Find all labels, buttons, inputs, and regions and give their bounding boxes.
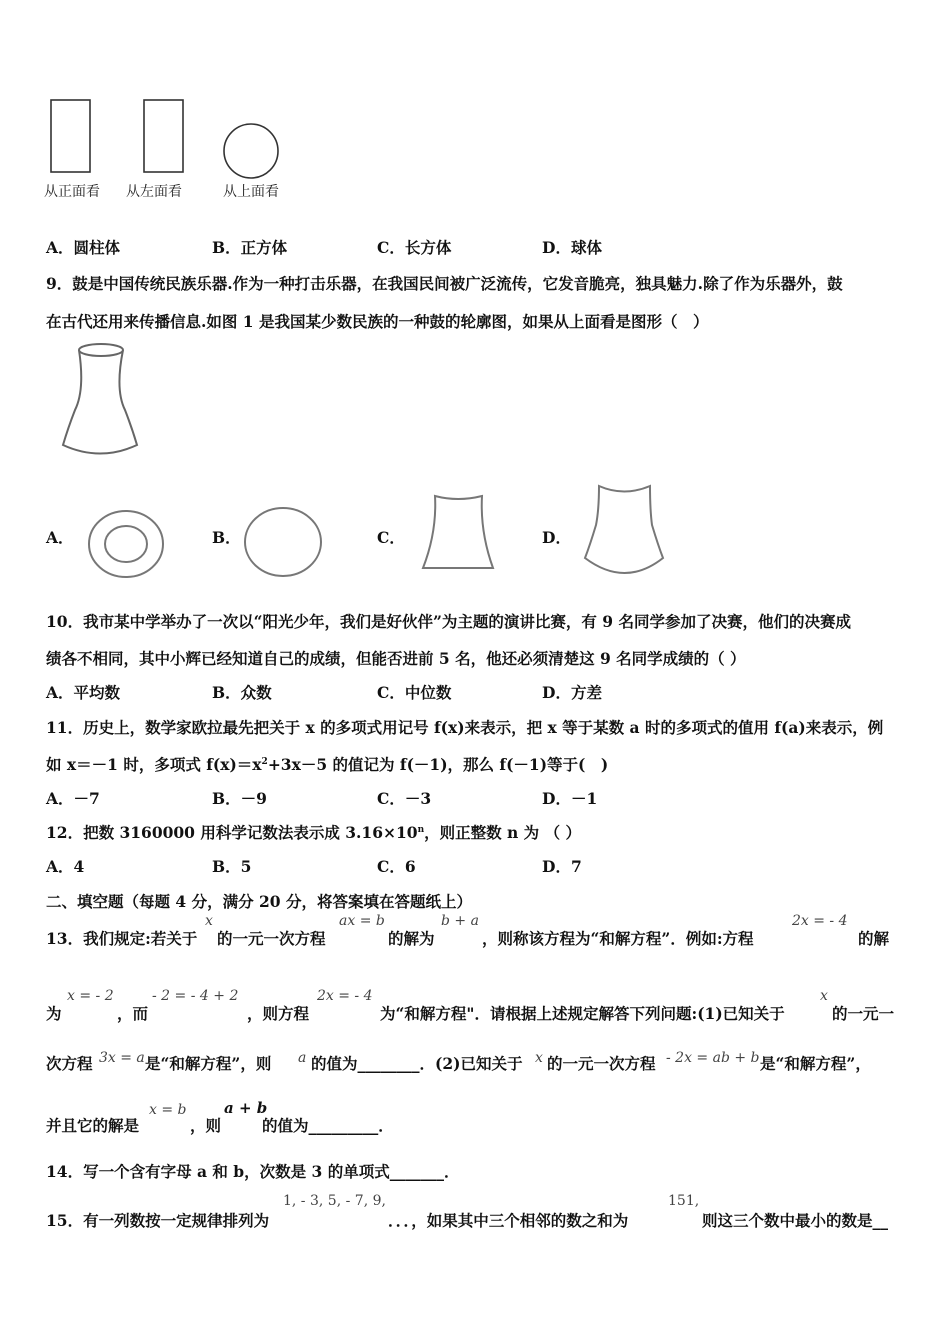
- q12-line-a: 12．把数 3160000 用科学记数法表示成 3.16×10: [46, 823, 418, 842]
- option-d-shape: [585, 486, 663, 573]
- q15-t1: 15．有一列数按一定规律排列为: [46, 1211, 270, 1230]
- q11-line2-sup: 2: [261, 756, 268, 767]
- q14-text: 14．写一个含有字母 a 和 b，次数是 3 的单项式_______．: [46, 1162, 460, 1181]
- q13-m-eq5: - 2x = ab + b: [666, 1050, 760, 1066]
- q13-m-sol2: x = - 2: [67, 988, 114, 1004]
- q13-t9: 为“和解方程"．请根据上述规定解答下列问题:(1)已知关于: [380, 1004, 785, 1023]
- q13-t15: 是“和解方程”，: [760, 1054, 871, 1073]
- q13-t1: 13．我们规定:若关于: [46, 929, 198, 948]
- q8-option-d: D．球体: [542, 238, 602, 257]
- option-a-inner-ring: [105, 526, 147, 562]
- q10-option-d: D．方差: [542, 683, 602, 702]
- q12-option-b: B．5: [212, 857, 252, 876]
- q13-m-eq2: 2x = - 4: [792, 913, 848, 929]
- q13-m-ab: a + b: [224, 1099, 268, 1117]
- q12-option-c: C．6: [377, 857, 416, 876]
- caption-top: 从上面看: [223, 184, 279, 200]
- q8-option-c: C．长方体: [377, 238, 452, 257]
- q13-m-x1: x: [205, 913, 213, 929]
- q13-t18: 的值为_________．: [262, 1116, 394, 1135]
- q11-option-d: D．－1: [542, 789, 598, 808]
- option-b-circle: [245, 508, 321, 576]
- q12-option-a: A．4: [46, 857, 85, 876]
- caption-front: 从正面看: [44, 184, 100, 200]
- q13-t17: ，则: [190, 1116, 222, 1135]
- q12-line-sup: n: [417, 824, 425, 835]
- q11-option-b: B．－9: [212, 789, 267, 808]
- q13-t8: ，则方程: [247, 1004, 310, 1023]
- q15-t2: ．．．，如果其中三个相邻的数之和为: [388, 1211, 629, 1230]
- q9-line1: 9．鼓是中国传统民族乐器.作为一种打击乐器，在我国民间被广泛流传，它发音脆亮，独具魅力.除了作为乐器外，鼓: [46, 274, 843, 293]
- q8-option-b: B．正方体: [212, 238, 288, 257]
- q11-line2-a: 如 x＝－1 时，多项式 f(x)＝x: [46, 755, 262, 774]
- q13-m-eq4: 3x = a: [99, 1050, 145, 1066]
- q13-t3: 的解为: [388, 929, 435, 948]
- q11-line2: [46, 753, 608, 775]
- q13-t10: 的一元一: [832, 1004, 895, 1023]
- option-c-shape: [423, 496, 493, 568]
- q10-line2: 绩各不相同，其中小辉已经知道自己的成绩，但能否进前 5 名，他还必须清楚这 9 名同学成绩的（ ）: [46, 649, 746, 668]
- q10-option-b: B．众数: [212, 683, 272, 702]
- option-a-outer-ring: [89, 511, 163, 577]
- q15-m-seq: 1, - 3, 5, - 7, 9,: [283, 1193, 386, 1209]
- q13-m-a: a: [298, 1050, 307, 1066]
- q13-t7: ，而: [117, 1004, 149, 1023]
- q13-m-eq1: ax = b: [339, 913, 385, 929]
- q13-t16: 并且它的解是: [46, 1116, 140, 1135]
- q13-m-x3: x: [535, 1050, 543, 1066]
- caption-left: 从左面看: [126, 184, 182, 200]
- q10-option-c: C．中位数: [377, 683, 452, 702]
- q11-option-c: C．－3: [377, 789, 432, 808]
- q13-m-eq3: 2x = - 4: [317, 988, 373, 1004]
- q10-line1: 10．我市某中学举办了一次以“阳光少年，我们是好伙伴”为主题的演讲比赛，有 9 名同学参加了决赛，他们的决赛成: [46, 612, 851, 631]
- q13-t14: 的一元一次方程: [547, 1054, 656, 1073]
- section2-title: 二、填空题（每题 4 分，满分 20 分，将答案填在答题纸上）: [46, 892, 472, 911]
- q9-line2: 在古代还用来传播信息.如图 1 是我国某少数民族的一种鼓的轮廓图，如果从上面看是图形（ ）: [46, 312, 709, 331]
- q12-line: [46, 821, 581, 843]
- q12-option-d: D．7: [542, 857, 582, 876]
- q13-t5: 的解: [858, 929, 890, 948]
- q13-t13: 的值为________．(2)已知关于: [311, 1054, 523, 1073]
- q10-option-a: A．平均数: [46, 683, 121, 702]
- q13-t6: 为: [46, 1004, 62, 1023]
- q13-m-sol1: b + a: [441, 913, 479, 929]
- q15-m-sum: 151,: [668, 1193, 700, 1209]
- q12-line-b: ，则正整数 n 为 （ ）: [424, 823, 581, 842]
- q13-t4: ，则称该方程为“和解方程”．例如:方程: [482, 929, 754, 948]
- q13-m-x2: x: [820, 988, 828, 1004]
- q13-t12: 是“和解方程”，则: [145, 1054, 272, 1073]
- q9-label-b: B．: [212, 528, 241, 547]
- q13-t2: 的一元一次方程: [217, 929, 326, 948]
- q9-option-shapes: [0, 0, 950, 600]
- q11-option-a: A．－7: [46, 789, 100, 808]
- q13-m-chk: - 2 = - 4 + 2: [152, 988, 239, 1004]
- q9-label-d: D．: [542, 528, 571, 547]
- q9-label-c: C．: [377, 528, 405, 547]
- q13-m-sol3: x = b: [149, 1102, 187, 1118]
- q9-label-a: A．: [46, 528, 74, 547]
- q11-line2-b: +3x－5 的值记为 f(－1)，那么 f(－1)等于( ): [267, 755, 609, 774]
- q13-t11: 次方程: [46, 1054, 93, 1073]
- q8-option-a: A．圆柱体: [46, 238, 121, 257]
- q15-t3: 则这三个数中最小的数是__: [702, 1211, 889, 1230]
- q11-line1: 11．历史上，数学家欧拉最先把关于 x 的多项式用记号 f(x)来表示，把 x 等于某数 a 时的多项式的值用 f(a)来表示，例: [46, 718, 884, 737]
